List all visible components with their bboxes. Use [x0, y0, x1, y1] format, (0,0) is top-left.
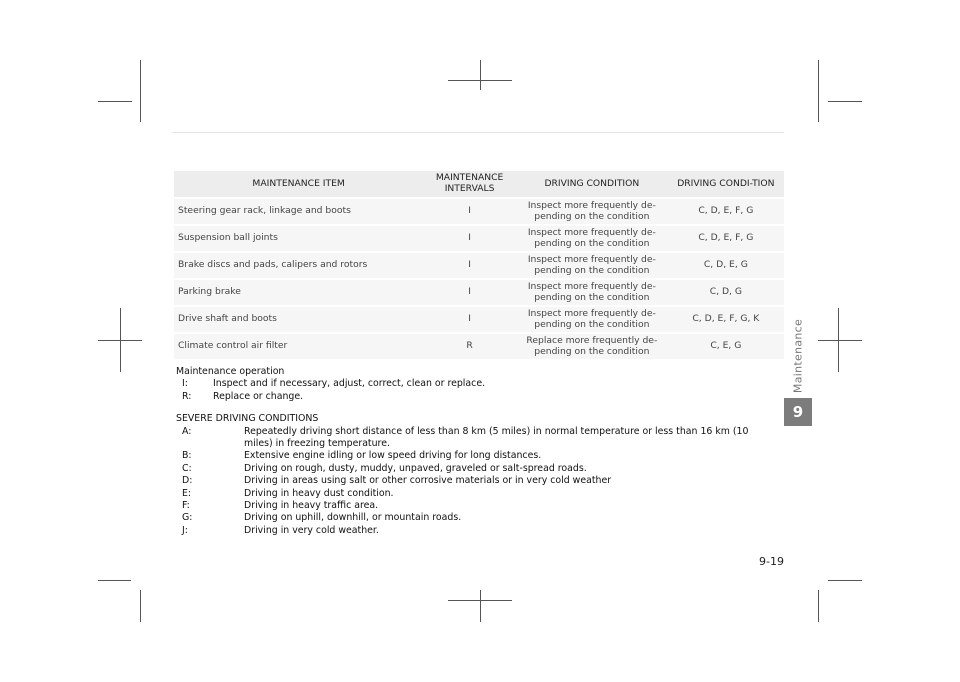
cell-item: Brake discs and pads, calipers and rotors — [174, 253, 423, 278]
severe-item — [176, 500, 766, 512]
operation-key: R: — [182, 390, 192, 402]
cell-interval: I — [423, 253, 516, 278]
cell-condition: Inspect more frequently de-pending on the condition — [516, 253, 668, 278]
chapter-tab: 9 — [784, 398, 812, 426]
maintenance-table — [174, 169, 784, 361]
page-number: 9-19 — [759, 555, 784, 568]
severe-text: Driving in heavy dust condition. — [244, 487, 394, 499]
severe-key: A: — [182, 425, 192, 437]
severe-key: B: — [182, 450, 192, 462]
severe-item — [176, 475, 766, 487]
severe-text: Driving on rough, dusty, muddy, unpaved, graveled or salt-spread roads. — [244, 462, 587, 474]
operation-item — [176, 378, 766, 390]
severe-item — [176, 512, 766, 524]
cell-item: Climate control air filter — [174, 334, 423, 359]
table-row — [174, 199, 784, 224]
cell-condition: Inspect more frequently de-pending on the condition — [516, 226, 668, 251]
severe-text: Driving in heavy traffic area. — [244, 500, 379, 512]
table-row — [174, 253, 784, 278]
cell-condition: Replace more frequently de-pending on the condition — [516, 334, 668, 359]
severe-title: SEVERE DRIVING CONDITIONS — [176, 413, 319, 425]
cell-item: Suspension ball joints — [174, 226, 423, 251]
header-rule — [172, 132, 784, 133]
operation-text: Inspect and if necessary, adjust, correct, clean or replace. — [213, 378, 486, 390]
cell-codes: C, D, G — [668, 280, 784, 305]
chapter-label-text: Maintenance — [791, 318, 805, 394]
severe-key: D: — [182, 475, 193, 487]
cell-interval: I — [423, 280, 516, 305]
table-row — [174, 307, 784, 332]
severe-item — [176, 450, 766, 462]
severe-text: Driving in very cold weather. — [244, 524, 379, 536]
cell-interval: I — [423, 199, 516, 224]
cell-item: Drive shaft and boots — [174, 307, 423, 332]
cell-item: Parking brake — [174, 280, 423, 305]
col-header-item: MAINTENANCE ITEM — [174, 171, 423, 197]
severe-text: Driving in areas using salt or other corrosive materials or in very cold weather — [244, 475, 612, 487]
cell-condition: Inspect more frequently de-pending on the condition — [516, 199, 668, 224]
col-header-intervals: MAINTENANCE INTERVALS — [423, 171, 516, 197]
severe-text: Extensive engine idling or low speed driving for long distances. — [244, 450, 542, 462]
operation-title: Maintenance operation — [176, 366, 285, 377]
cell-codes: C, E, G — [668, 334, 784, 359]
severe-key: J: — [182, 524, 188, 536]
cell-condition: Inspect more frequently de-pending on the condition — [516, 280, 668, 305]
col-header-condition: DRIVING CONDITION — [516, 171, 668, 197]
cell-codes: C, D, E, G — [668, 253, 784, 278]
severe-key: G: — [182, 512, 193, 524]
severe-key: E: — [182, 487, 192, 499]
cell-codes: C, D, E, F, G, K — [668, 307, 784, 332]
severe-key: F: — [182, 500, 190, 512]
operation-text: Replace or change. — [213, 390, 304, 402]
operation-item — [176, 391, 766, 403]
cell-interval: I — [423, 226, 516, 251]
cell-codes: C, D, E, F, G — [668, 226, 784, 251]
severe-item — [176, 525, 766, 537]
table-row — [174, 226, 784, 251]
notes-section — [176, 366, 766, 537]
cell-condition: Inspect more frequently de-pending on the condition — [516, 307, 668, 332]
cell-item: Steering gear rack, linkage and boots — [174, 199, 423, 224]
table-row — [174, 334, 784, 359]
severe-item — [176, 463, 766, 475]
col-header-condition-code: DRIVING CONDI-TION — [668, 171, 784, 197]
cell-interval: R — [423, 334, 516, 359]
table-row — [174, 280, 784, 305]
severe-key: C: — [182, 462, 192, 474]
severe-item — [176, 488, 766, 500]
severe-text: Repeatedly driving short distance of less than 8 km (5 miles) in normal temperature or less than 16 km (10 miles) in freezing temperature. — [244, 425, 749, 450]
severe-item — [176, 426, 766, 451]
operation-key: I: — [182, 378, 188, 390]
cell-codes: C, D, E, F, G — [668, 199, 784, 224]
severe-text: Driving on uphill, downhill, or mountain roads. — [244, 512, 462, 524]
table-header-row — [174, 171, 784, 197]
cell-interval: I — [423, 307, 516, 332]
